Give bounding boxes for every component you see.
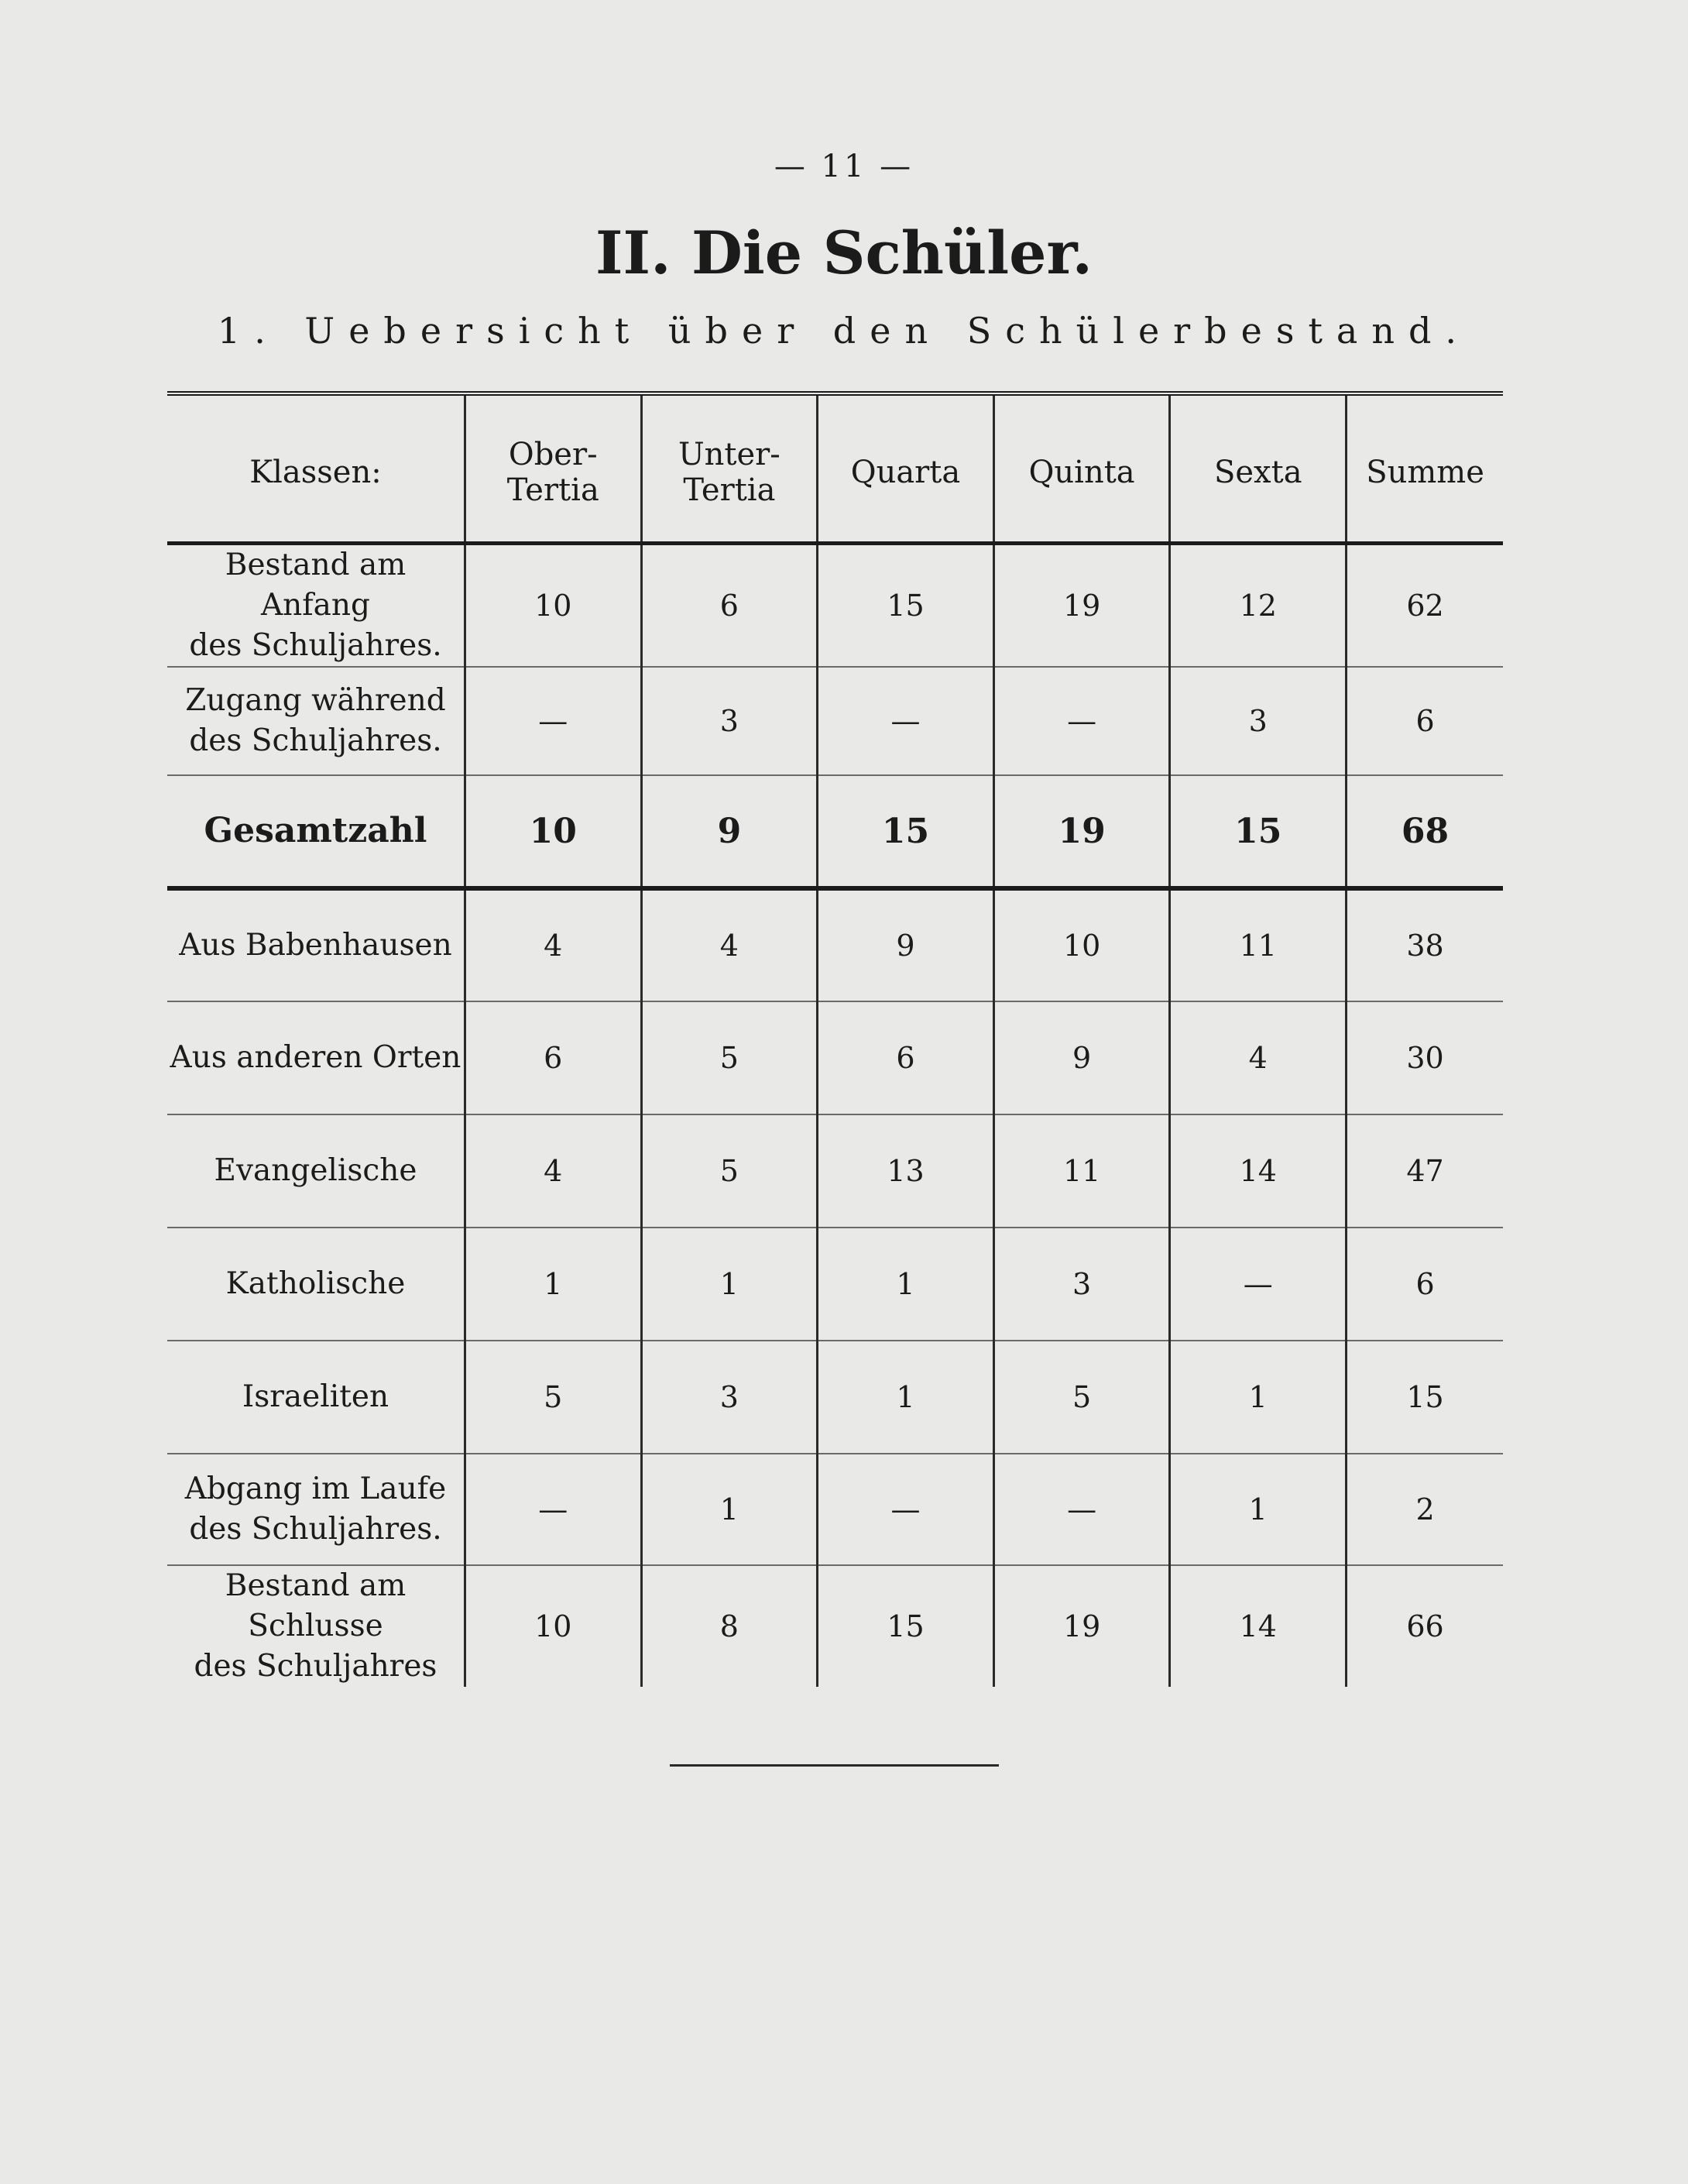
table-cell: 6 [1347,1228,1503,1341]
row-label: Aus anderen Orten [170,1040,461,1075]
table-cell: 10 [465,775,641,888]
header-summe: Summe [1347,393,1503,544]
header-quarta: Quarta [818,393,994,544]
table-cell: 15 [1170,775,1347,888]
student-statistics-table [167,391,1503,1687]
table-cell: 10 [993,888,1170,1001]
table-row [167,667,1503,775]
table-cell: — [993,667,1170,775]
table-cell: 15 [818,775,994,888]
table-cell: 30 [1347,1001,1503,1114]
row-label: Aus Babenhausen [179,928,452,963]
table-cell: 10 [465,1565,641,1687]
table-cell: 9 [641,775,818,888]
table-cell: 3 [1170,667,1347,775]
table-cell: 4 [465,888,641,1001]
row-label-line1: Abgang im Laufe [184,1471,447,1506]
table-cell: 47 [1347,1114,1503,1228]
table-row [167,1001,1503,1114]
section-subtitle: 1. Uebersicht über den Schülerbestand. [217,310,1471,352]
table-row [167,544,1503,668]
row-label [167,544,465,668]
table-cell: 19 [993,544,1170,668]
row-label-line2: des Schuljahres [194,1649,437,1684]
table-cell: 5 [465,1341,641,1454]
table-cell: 11 [993,1114,1170,1228]
table-cell: 1 [641,1454,818,1565]
table-cell: 2 [1347,1454,1503,1565]
table-cell: 11 [1170,888,1347,1001]
table-row [167,888,1503,1001]
table-cell: 1 [1170,1341,1347,1454]
table-cell: 1 [641,1228,818,1341]
row-label-line2: des Schuljahres. [189,1512,442,1547]
closing-rule [670,1764,999,1767]
table-cell: 5 [641,1001,818,1114]
table-cell: — [818,667,994,775]
table-cell: 5 [641,1114,818,1228]
table-cell: 66 [1347,1565,1503,1687]
table-cell: 1 [818,1228,994,1341]
table-row [167,1341,1503,1454]
table-cell: 4 [1170,1001,1347,1114]
table-cell: 12 [1170,544,1347,668]
table-cell: 3 [641,1341,818,1454]
table-cell: 9 [993,1001,1170,1114]
row-label: Katholische [225,1266,406,1301]
table-row-total [167,775,1503,888]
table-cell: — [818,1454,994,1565]
table-cell: 13 [818,1114,994,1228]
table-cell: 1 [818,1341,994,1454]
row-label [167,667,465,775]
table-cell: 68 [1347,775,1503,888]
table-cell: 3 [641,667,818,775]
table-cell: — [1170,1228,1347,1341]
table-cell: 62 [1347,544,1503,668]
table-cell: — [465,1454,641,1565]
row-label-line2: des Schuljahres. [189,723,442,758]
row-label: Israeliten [242,1379,389,1414]
table-cell: 3 [993,1228,1170,1341]
table-cell: 1 [465,1228,641,1341]
table-row [167,1565,1503,1687]
table-cell: 5 [993,1341,1170,1454]
header-quinta: Quinta [993,393,1170,544]
row-label [167,1565,465,1687]
table-cell: — [465,667,641,775]
table-cell: 4 [641,888,818,1001]
table-cell: 19 [993,1565,1170,1687]
table-row [167,1114,1503,1228]
row-label-line1: Bestand am Anfang [225,548,407,623]
row-label-line2: des Schuljahres. [189,628,442,663]
table-cell: 8 [641,1565,818,1687]
page-title: II. Die Schüler. [595,218,1093,287]
row-label-line1: Bestand am Schlusse [225,1568,407,1643]
table-row [167,1454,1503,1565]
header-sexta: Sexta [1170,393,1347,544]
header-klassen: Klassen: [249,455,382,490]
row-label [167,1454,465,1565]
row-label: Gesamtzahl [204,811,427,850]
table-cell: 14 [1170,1114,1347,1228]
table-cell: 14 [1170,1565,1347,1687]
table-cell: 6 [1347,667,1503,775]
table-row [167,1228,1503,1341]
table-cell: 9 [818,888,994,1001]
table-cell: 38 [1347,888,1503,1001]
row-label-line1: Zugang während [185,683,446,718]
table-cell: 19 [993,775,1170,888]
table-cell: 1 [1170,1454,1347,1565]
table-cell: 6 [818,1001,994,1114]
header-unter-tertia: Unter-Tertia [641,393,818,544]
table-cell: 6 [641,544,818,668]
table-cell: — [993,1454,1170,1565]
header-ober-tertia: Ober-Tertia [465,393,641,544]
table-cell: 15 [818,544,994,668]
table-cell: 10 [465,544,641,668]
table-cell: 15 [818,1565,994,1687]
page-number: — 11 — [774,149,914,184]
table-cell: 4 [465,1114,641,1228]
table-cell: 15 [1347,1341,1503,1454]
table-header-row [167,393,1503,544]
table-cell: 6 [465,1001,641,1114]
row-label: Evangelische [214,1153,417,1188]
